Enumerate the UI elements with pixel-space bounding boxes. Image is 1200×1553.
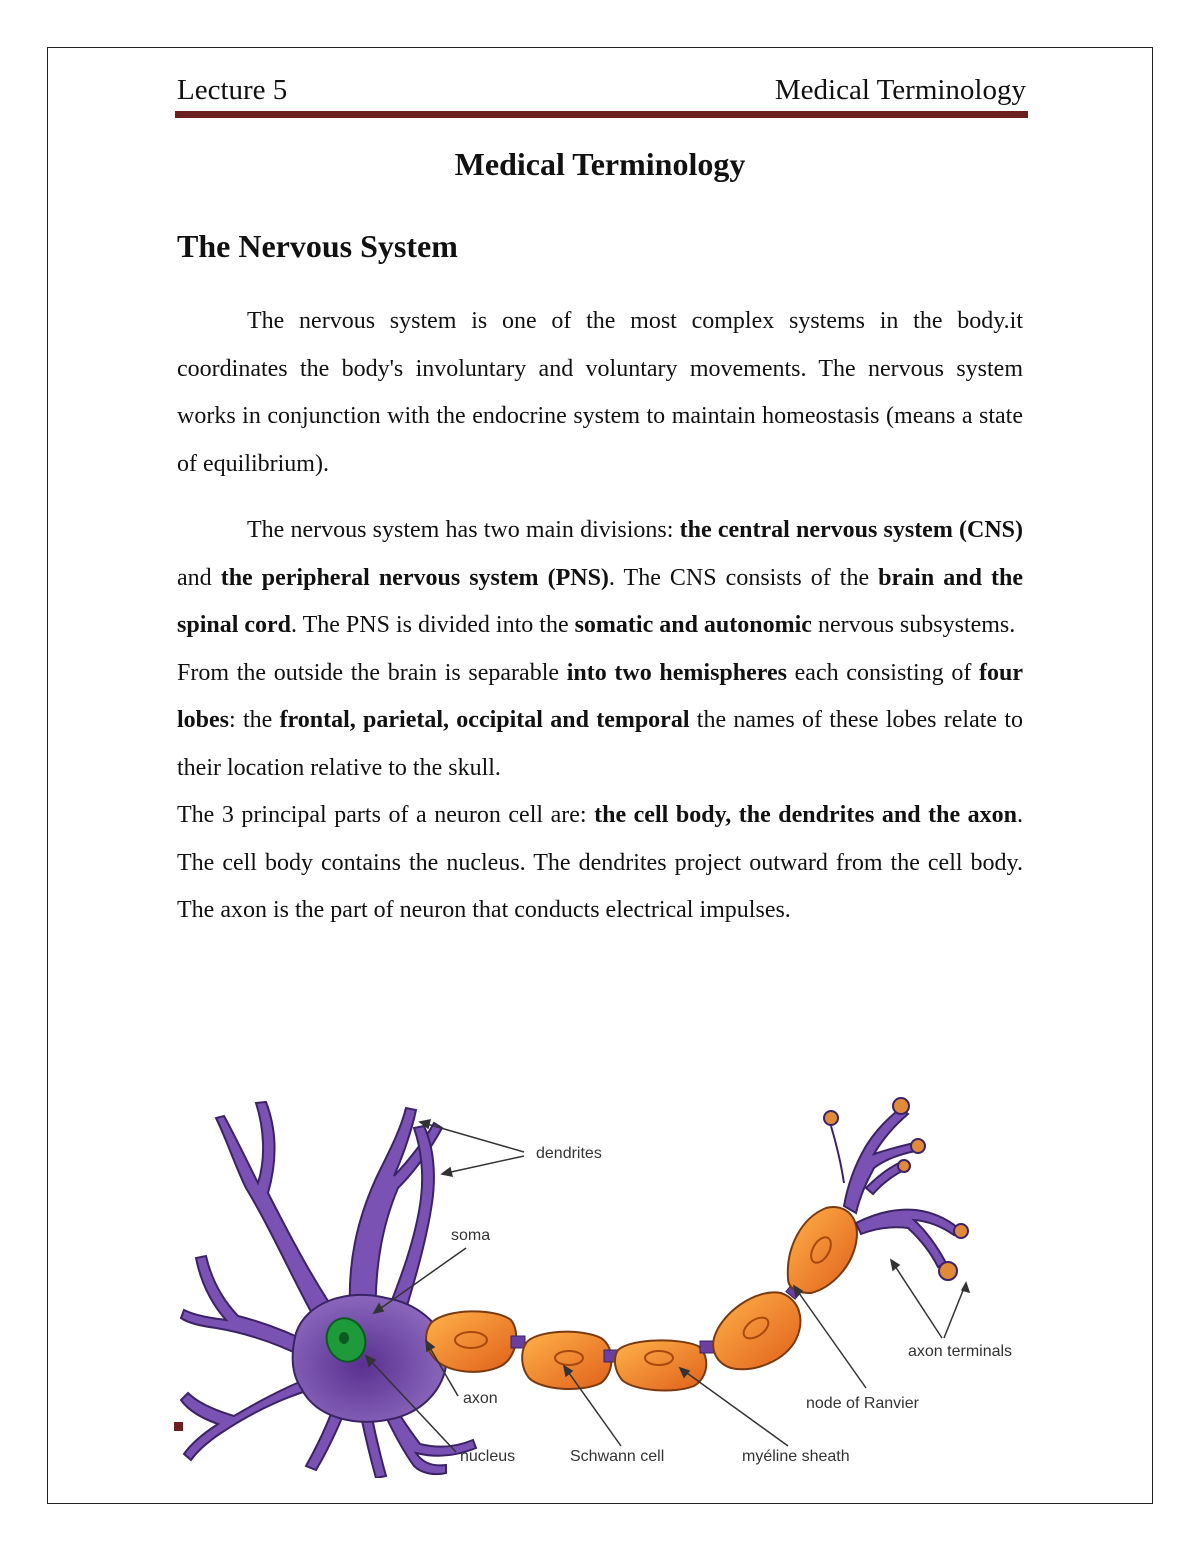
label-node-of-ranvier: node of Ranvier xyxy=(806,1395,919,1412)
schwann-cell-2 xyxy=(522,1332,611,1389)
schwann-cell-5 xyxy=(788,1207,857,1293)
page-title: Medical Terminology xyxy=(454,146,746,182)
terminal-bouton-6 xyxy=(824,1111,838,1125)
schwann-cell-1 xyxy=(426,1311,516,1371)
terminal-bouton-2 xyxy=(911,1139,925,1153)
paragraph-divisions xyxy=(177,507,1023,935)
term-hemispheres: into two hemispheres xyxy=(566,659,787,686)
terminal-bouton-5 xyxy=(898,1160,910,1172)
terminal-bouton-4 xyxy=(939,1262,957,1280)
neuron-sentence xyxy=(177,792,1023,935)
term-pns: the peripheral nervous system (PNS) xyxy=(220,564,609,591)
paragraph-intro: The nervous system is one of the most complex systems in the body.it coordinates the body's involuntary and voluntary movements. The nervous system works in conjunction with the endocrine system to maintain homeostasis (means a state of equilibrium). xyxy=(177,308,1023,477)
text-run: each consisting of xyxy=(786,659,979,686)
divisions-sentence xyxy=(177,507,1023,650)
text-run: From the outside the brain is separable xyxy=(177,659,567,686)
text-run: the names of these lobes relate to their location relative to the skull. xyxy=(177,707,1023,781)
header-subject: Medical Terminology xyxy=(774,74,1026,106)
text-run: . The PNS is divided into the xyxy=(291,612,575,638)
term-neuron-parts: the cell body, the dendrites and the axon xyxy=(594,802,1017,828)
text-run: and xyxy=(177,564,221,591)
label-axon-terminals: axon terminals xyxy=(908,1343,1013,1360)
label-dendrites: dendrites xyxy=(536,1145,602,1162)
text-run: The 3 principal parts of a neuron cell are: xyxy=(177,802,595,828)
node-of-ranvier-3 xyxy=(700,1341,714,1353)
term-four-lobes: four lobes xyxy=(177,659,1023,733)
bullet-marker xyxy=(174,1422,183,1431)
label-myelin-sheath: myéline sheath xyxy=(742,1448,850,1465)
text-run: The nervous system has two main divisions: xyxy=(247,517,680,543)
label-nucleus: nucleus xyxy=(460,1448,516,1465)
term-somatic-autonomic: somatic and autonomic xyxy=(574,612,812,638)
label-soma: soma xyxy=(451,1227,491,1244)
header-rule xyxy=(175,111,1028,118)
text-run: . The CNS consists of the xyxy=(608,564,879,591)
label-axon: axon xyxy=(463,1390,498,1407)
dendrite-branches xyxy=(181,1102,476,1478)
schwann-cell-3 xyxy=(615,1340,706,1390)
node-of-ranvier-1 xyxy=(511,1336,525,1348)
term-cns: the central nervous system (CNS) xyxy=(679,517,1024,543)
text-run: . The cell body contains the nucleus. The dendrites project outward from the cell body. The axon is the part of neuron that conducts electrical impulses. xyxy=(177,802,1023,923)
hemispheres-sentence xyxy=(177,650,1023,793)
label-schwann-cell: Schwann cell xyxy=(570,1448,665,1465)
text-run: : the xyxy=(229,707,280,733)
myelin-segments xyxy=(426,1207,857,1390)
schwann-cell-4 xyxy=(713,1292,800,1369)
nucleolus xyxy=(339,1332,349,1344)
page-header xyxy=(177,74,1026,108)
section-heading: The Nervous System xyxy=(177,228,458,264)
term-lobe-names: frontal, parietal, occipital and temporal xyxy=(279,707,690,733)
terminal-bouton-1 xyxy=(893,1098,909,1114)
terminal-bouton-3 xyxy=(954,1224,968,1238)
term-brain-spinal: brain and the spinal cord xyxy=(177,564,1023,638)
text-run: nervous subsystems. xyxy=(811,612,1016,638)
header-lecture: Lecture 5 xyxy=(177,74,288,106)
neuron-diagram xyxy=(176,1088,1036,1478)
